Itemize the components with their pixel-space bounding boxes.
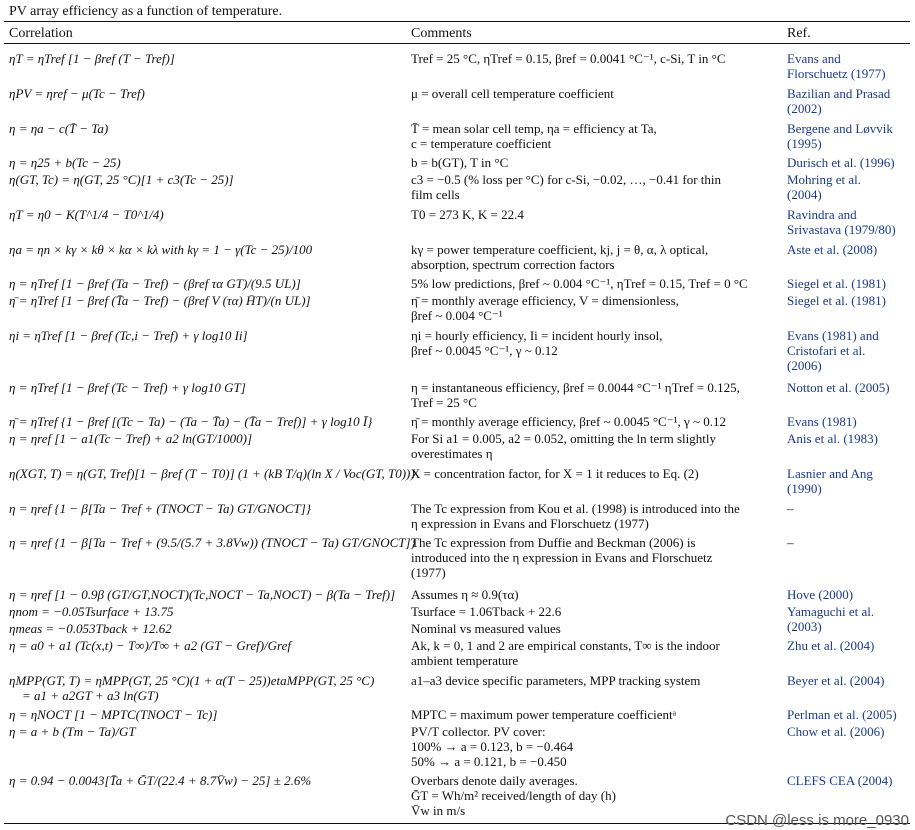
comments-cell: X = concentration factor, for X = 1 it reduces to Eq. (2) (411, 466, 699, 481)
comments-cell: T̄ = mean solar cell temp, ηa = efficiency at Ta, c = temperature coefficient (411, 121, 657, 151)
comments-cell: 5% low predictions, βref ~ 0.004 °C⁻¹, ηTref = 0.15, Tref = 0 °C (411, 276, 748, 291)
ref-link[interactable]: Evans (1981) (787, 414, 857, 429)
ref-link[interactable]: Siegel et al. (1981) (787, 293, 886, 308)
correlation-cell: η̄ = ηTref {1 − βref [(Tc − Ta) − (Ta − T̄a) − (T̄a − Tref)] + γ log10 Ī} (9, 414, 373, 429)
ref-cell: – (787, 535, 794, 550)
comments-cell: PV/T collector. PV cover: 100% → a = 0.123, b = −0.464 50% → a = 0.121, b = −0.450 (411, 724, 574, 769)
comments-cell: The Tc expression from Duffie and Beckman (2006) is introduced into the η expression in Evans and Florschuetz (1977) (411, 535, 713, 580)
ref-link[interactable]: Perlman et al. (2005) (787, 707, 897, 722)
correlation-cell: η = ηref [1 − 0.9β (GT/GT,NOCT)(Tc,NOCT − Ta,NOCT) − β(Ta − Tref)] (9, 587, 396, 602)
correlation-cell: η = a + b (Tm − Ta)/GT (9, 724, 136, 739)
ref-link[interactable]: Notton et al. (2005) (787, 380, 890, 395)
header-ref: Ref. (787, 26, 811, 41)
correlation-cell: η = ηref {1 − β[Ta − Tref + (9.5/(5.7 + 3.8Vw)) (TNOCT − Ta) GT/GNOCT]} (9, 535, 416, 550)
ref-cell: – (787, 501, 794, 516)
comments-cell: η̄ = monthly average efficiency, βref ~ 0.0045 °C⁻¹, γ ~ 0.12 (411, 414, 726, 429)
comments-cell: kγ = power temperature coefficient, kj, j = θ, α, λ optical, absorption, spectrum correction factors (411, 242, 709, 272)
correlation-cell: η = 0.94 − 0.0043[T̄a + ḠT/(22.4 + 8.7V̄w) − 25] ± 2.6% (9, 773, 312, 788)
correlation-cell: η̄ = ηTref [1 − βref (T̄a − Tref) − (βref V (τα) H̄T)/(n UL)] (9, 293, 311, 308)
ref-link[interactable]: Chow et al. (2006) (787, 724, 885, 739)
correlation-cell: ηMPP(GT, T) = ηMPP(GT, 25 °C)(1 + α(T − 25))etaMPP(GT, 25 °C) = a1 + a2GT + a3 ln(GT) (9, 673, 375, 703)
comments-cell: a1–a3 device specific parameters, MPP tracking system (411, 673, 701, 688)
correlation-cell: ηi = ηTref [1 − βref (Tc,i − Tref) + γ log10 Ii] (9, 328, 248, 343)
ref-link[interactable]: Bazilian and Prasad (2002) (787, 86, 891, 116)
ref-link[interactable]: Yamaguchi et al. (2003) (787, 604, 875, 634)
comments-cell: T0 = 273 K, K = 22.4 (411, 207, 524, 222)
ref-link[interactable]: Bergene and Løvvik (1995) (787, 121, 893, 151)
correlation-cell: ηT = ηTref [1 − βref (T − Tref)] (9, 51, 175, 66)
ref-link[interactable]: Mohring et al. (2004) (787, 172, 862, 202)
ref-link[interactable]: CLEFS CEA (2004) (787, 773, 893, 788)
correlation-cell: ηa = ηn × kγ × kθ × kα × kλ with kγ = 1 − γ(Tc − 25)/100 (9, 242, 313, 257)
ref-link[interactable]: Anis et al. (1983) (787, 431, 878, 446)
comments-cell: Tsurface = 1.06Tback + 22.6 (411, 604, 562, 619)
correlation-cell: ηnom = −0.05Tsurface + 13.75 (9, 604, 174, 619)
correlation-cell: η = ηTref [1 − βref (Ta − Tref) − (βref τα GT)/(9.5 UL)] (9, 276, 301, 291)
correlation-cell: η = ηref {1 − β[Ta − Tref + (TNOCT − Ta) GT/GNOCT]} (9, 501, 311, 516)
comments-cell: η̄ = monthly average efficiency, V = dimensionless, βref ~ 0.004 °C⁻¹ (411, 293, 679, 323)
correlation-cell: ηmeas = −0.053Tback + 12.62 (9, 621, 172, 636)
ref-link[interactable]: Evans and Florschuetz (1977) (787, 51, 886, 81)
correlation-cell: ηT = η0 − K(T^1/4 − T0^1/4) (9, 207, 164, 222)
comments-cell: The Tc expression from Kou et al. (1998) is introduced into the η expression in Evans and Florschuetz (1977) (411, 501, 740, 531)
correlation-cell: ηPV = ηref − μ(Tc − Tref) (9, 86, 145, 101)
comments-cell: μ = overall cell temperature coefficient (411, 86, 614, 101)
correlation-cell: η = ηa − c(T̄ − Ta) (9, 121, 109, 136)
comments-cell: b = b(GT), T in °C (411, 155, 509, 170)
table-caption: PV array efficiency as a function of temperature. (9, 4, 283, 19)
header-correlation: Correlation (9, 26, 73, 41)
ref-link[interactable]: Aste et al. (2008) (787, 242, 878, 257)
ref-link[interactable]: Beyer et al. (2004) (787, 673, 885, 688)
correlation-cell: η = ηNOCT [1 − MPTC(TNOCT − Tc)] (9, 707, 218, 722)
ref-link[interactable]: Ravindra and Srivastava (1979/80) (787, 207, 896, 237)
ref-link[interactable]: Lasnier and Ang (1990) (787, 466, 873, 496)
ref-link[interactable]: Evans (1981) and Cristofari et al. (2006) (787, 328, 879, 373)
ref-link[interactable]: Durisch et al. (1996) (787, 155, 895, 170)
comments-cell: Assumes η ≈ 0.9(τα) (411, 587, 519, 602)
correlation-cell: η = ηref [1 − a1(Tc − Tref) + a2 ln(GT/1000)] (9, 431, 253, 446)
header-comments: Comments (411, 26, 472, 41)
comments-cell: Overbars denote daily averages. ḠT = Wh/m² received/length of day (h) V̄w in m/s (411, 773, 616, 818)
correlation-cell: η = a0 + a1 (Tc(x,t) − T∞)/T∞ + a2 (GT − Gref)/Gref (9, 638, 292, 653)
top-rule (4, 21, 910, 22)
correlation-cell: η = η25 + b(Tc − 25) (9, 155, 121, 170)
comments-cell: MPTC = maximum power temperature coefficientᵃ (411, 707, 677, 722)
ref-link[interactable]: Hove (2000) (787, 587, 854, 602)
comments-cell: Tref = 25 °C, ηTref = 0.15, βref = 0.0041 °C⁻¹, c-Si, T in °C (411, 51, 726, 66)
ref-link[interactable]: Zhu et al. (2004) (787, 638, 875, 653)
watermark: CSDN @less is more_0930 (725, 812, 909, 829)
correlation-cell: η = ηTref [1 − βref (Tc − Tref) + γ log10 GT] (9, 380, 246, 395)
correlation-cell: η(XGT, T) = η(GT, Tref)[1 − βref (T − T0)] (1 + (kB T/q)(ln X / Voc(GT, T0))) (9, 466, 415, 481)
header-rule (4, 43, 910, 44)
ref-link[interactable]: Siegel et al. (1981) (787, 276, 886, 291)
comments-cell: η = instantaneous efficiency, βref = 0.0044 °C⁻¹ ηTref = 0.125, Tref = 25 °C (411, 380, 740, 410)
correlation-cell: η(GT, Tc) = η(GT, 25 °C)[1 + c3(Tc − 25)] (9, 172, 234, 187)
comments-cell: For Si a1 = 0.005, a2 = 0.052, omitting the ln term slightly overestimates η (411, 431, 716, 461)
comments-cell: Ak, k = 0, 1 and 2 are empirical constants, T∞ is the indoor ambient temperature (411, 638, 720, 668)
comments-cell: Nominal vs measured values (411, 621, 561, 636)
comments-cell: c3 = −0.5 (% loss per °C) for c-Si, −0.02, …, −0.41 for thin film cells (411, 172, 722, 202)
comments-cell: ηi = hourly efficiency, Ii = incident hourly insol, βref ~ 0.0045 °C⁻¹, γ ~ 0.12 (411, 328, 663, 358)
